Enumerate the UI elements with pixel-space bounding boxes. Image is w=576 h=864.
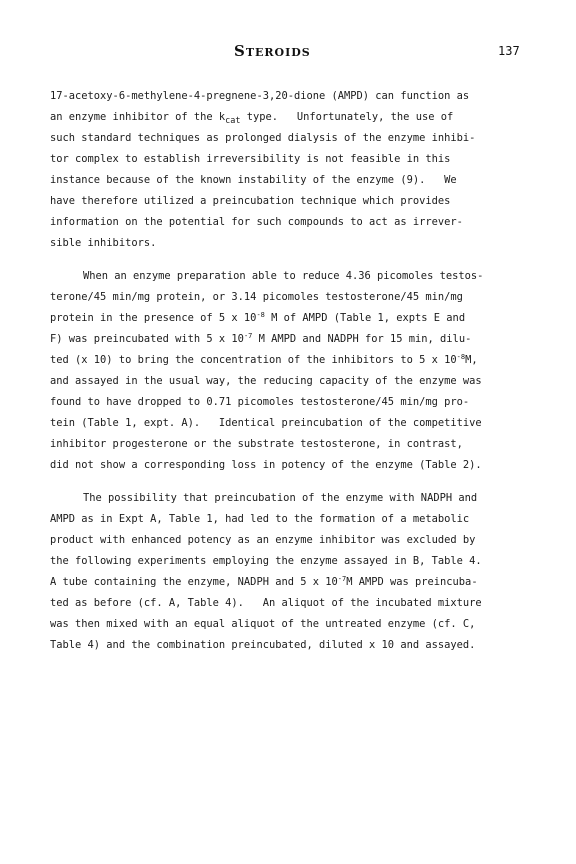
text-line: sible inhibitors. <box>50 237 157 249</box>
text-line <box>50 308 530 329</box>
text-line: and assayed in the usual way, the reducing capacity of the enzyme was <box>50 375 482 387</box>
text-line: When an enzyme preparation able to reduce 4.36 picomoles testos- <box>83 270 484 282</box>
paragraph-2 <box>50 266 530 476</box>
paragraph-1 <box>50 86 530 254</box>
text-line: was then mixed with an equal aliquot of the untreated enzyme (cf. C, <box>50 618 476 630</box>
superscript: -7 <box>243 332 253 340</box>
text-line: inhibitor progesterone or the substrate testosterone, in contrast, <box>50 438 463 450</box>
text-line <box>50 350 530 371</box>
text-line <box>50 572 530 593</box>
text-line: such standard techniques as prolonged dialysis of the enzyme inhibi- <box>50 132 476 144</box>
text-line: AMPD as in Expt A, Table 1, had led to the formation of a metabolic <box>50 513 470 525</box>
page-header <box>0 42 576 64</box>
text-line: have therefore utilized a preincubation technique which provides <box>50 195 451 207</box>
superscript: -8 <box>456 353 466 361</box>
subscript: cat <box>225 116 241 126</box>
body-text <box>50 86 530 656</box>
text-line: Table 4) and the combination preincubated, diluted x 10 and assayed. <box>50 639 476 651</box>
text-line: found to have dropped to 0.71 picomoles testosterone/45 min/mg pro- <box>50 396 470 408</box>
text-span: protein in the presence of 5 x 10 <box>50 312 257 324</box>
text-span: M AMPD was preincuba- <box>346 576 478 588</box>
text-span: ted (x 10) to bring the concentration of the inhibitors to 5 x 10 <box>50 354 457 366</box>
text-span: M AMPD and NADPH for 15 min, dilu- <box>252 333 472 345</box>
text-line: instance because of the known instability of the enzyme (9). We <box>50 174 457 186</box>
journal-title: Steroids <box>234 42 311 60</box>
text-line: product with enhanced potency as an enzyme inhibitor was excluded by <box>50 534 476 546</box>
text-line: the following experiments employing the enzyme assayed in B, Table 4. <box>50 555 482 567</box>
page-number: 137 <box>498 44 520 58</box>
paragraph-gap <box>50 476 530 488</box>
text-line: The possibility that preincubation of the enzyme with NADPH and <box>83 492 478 504</box>
text-span: an enzyme inhibitor of the k <box>50 111 226 123</box>
text-line: 17-acetoxy-6-methylene-4-pregnene-3,20-dione (AMPD) can function as <box>50 90 470 102</box>
text-span: M, <box>465 354 478 366</box>
text-line: tor complex to establish irreversibility is not feasible in this <box>50 153 451 165</box>
text-line <box>50 329 530 350</box>
text-line: did not show a corresponding loss in potency of the enzyme (Table 2). <box>50 459 482 471</box>
superscript: -8 <box>256 311 265 319</box>
text-span: M of AMPD (Table 1, expts E and <box>264 312 466 324</box>
paragraph-gap <box>50 254 530 266</box>
text-span: A tube containing the enzyme, NADPH and 5 x 10 <box>50 576 338 588</box>
text-line: ted as before (cf. A, Table 4). An aliquot of the incubated mixture <box>50 597 482 609</box>
paragraph-3 <box>50 488 530 656</box>
text-line <box>50 107 530 128</box>
text-line: terone/45 min/mg protein, or 3.14 picomoles testosterone/45 min/mg <box>50 291 463 303</box>
text-span: F) was preincubated with 5 x 10 <box>50 333 244 345</box>
text-span: type. Unfortunately, the use of <box>240 111 454 123</box>
text-line: information on the potential for such compounds to act as irrever- <box>50 216 463 228</box>
superscript: -7 <box>337 575 347 583</box>
text-line: tein (Table 1, expt. A). Identical preincubation of the competitive <box>50 417 482 429</box>
